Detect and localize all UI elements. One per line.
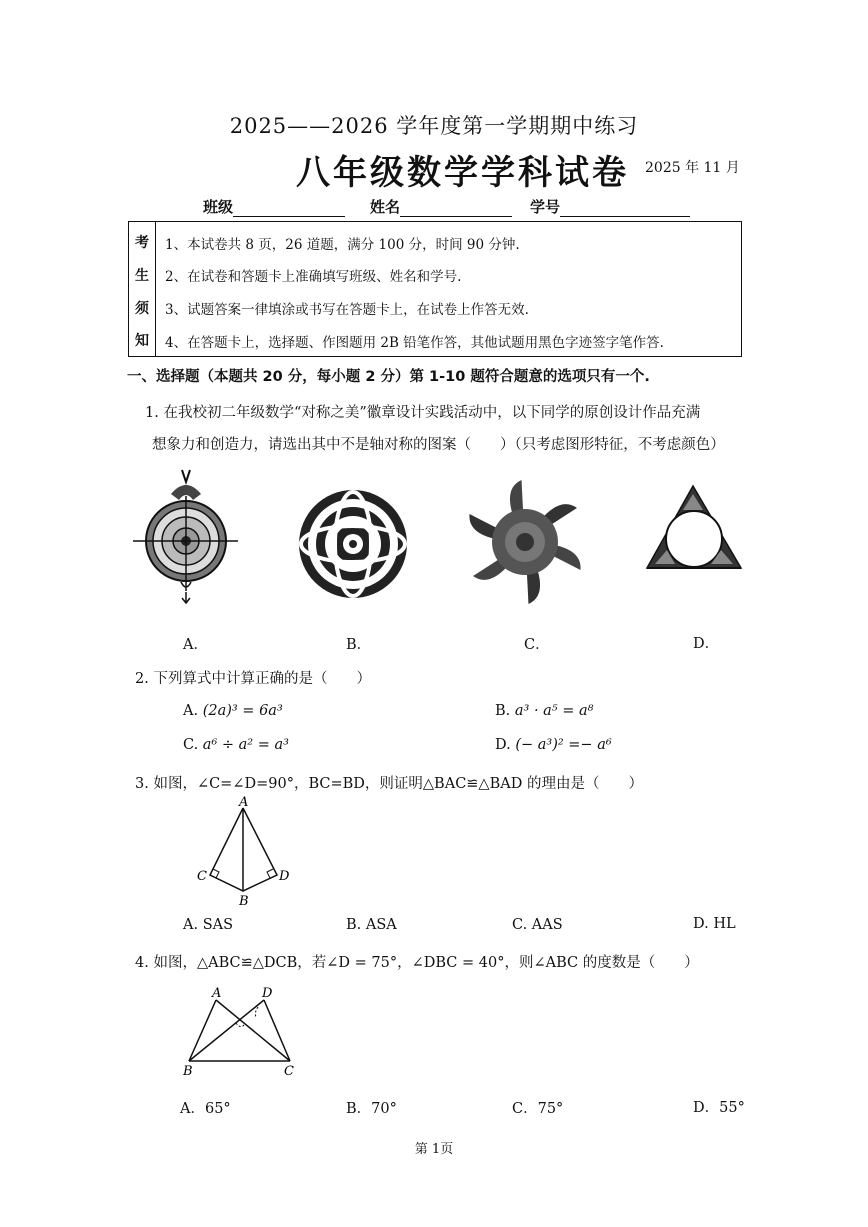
page-number: 第 1页 <box>414 1142 454 1157</box>
notice-label-char: 生 <box>135 268 149 284</box>
q3-option-b[interactable]: B. ASA <box>346 917 397 933</box>
student-id-label: 学号 <box>530 198 561 216</box>
badge-c-image <box>470 486 580 598</box>
q2-option-d-expr: (− a³)² =− a⁶ <box>515 737 612 753</box>
q4-option-d[interactable]: D．55° <box>693 1100 745 1116</box>
q4-label-c: C <box>284 1064 294 1079</box>
notice-item: 3、试题答案一律填涂或书写在答题卡上，在试卷上作答无效. <box>165 302 529 318</box>
q4-label-a: A <box>212 986 222 1001</box>
q2-option-d[interactable] <box>495 737 612 753</box>
student-id-field <box>530 196 690 217</box>
q2-option-a-expr: (2a)³ = 6a³ <box>202 703 283 719</box>
notice-item: 4、在答题卡上，选择题、作图题用 2B 铅笔作答，其他试题用黑色字迹签字笔作答. <box>165 335 664 351</box>
q3-label-a: A <box>239 795 249 810</box>
q3-stem: 3. 如图，∠C=∠D=90°，BC=BD，则证明△BAC≌△BAD 的理由是（ ） <box>135 776 643 792</box>
class-label: 班级 <box>203 198 234 216</box>
q4-triangle-diagram <box>178 983 303 1078</box>
q2-option-a[interactable] <box>183 703 283 719</box>
q2-option-c-label: C. <box>183 737 199 753</box>
q3-label-d: D <box>279 869 290 884</box>
q3-kite-diagram <box>193 795 293 910</box>
badge-d-image <box>645 484 745 574</box>
name-field <box>370 196 512 217</box>
name-label: 姓名 <box>370 198 401 216</box>
exam-title: 八年级数学学科试卷 <box>296 153 629 193</box>
q2-option-b-label: B. <box>495 703 511 719</box>
q3-label-b: B <box>239 894 249 909</box>
q4-label-b: B <box>183 1064 193 1079</box>
q1-option-a[interactable]: A． <box>183 637 208 653</box>
class-field <box>203 196 345 217</box>
q1-option-c[interactable]: C． <box>524 637 550 653</box>
q2-stem: 2. 下列算式中计算正确的是（ ） <box>135 671 371 687</box>
exam-notice-box <box>128 221 742 357</box>
class-blank[interactable] <box>233 200 345 217</box>
q2-option-a-label: A. <box>183 703 199 719</box>
q2-option-b-expr: a³ · a⁵ = a⁸ <box>514 703 594 719</box>
badge-a-image <box>133 466 243 606</box>
notice-label-char: 知 <box>135 333 149 349</box>
exam-date: 2025 年 11 月 <box>645 160 740 176</box>
q1-option-d[interactable]: D． <box>693 636 720 652</box>
notice-label-column <box>129 222 156 356</box>
exam-title-line1: 2025——2026 学年度第一学期期中练习 <box>229 114 639 138</box>
q4-option-c[interactable]: C．75° <box>512 1101 564 1117</box>
q3-label-c: C <box>197 869 207 884</box>
badge-b-image <box>298 489 408 599</box>
q2-option-c-expr: a⁶ ÷ a² = a³ <box>202 737 289 753</box>
notice-item: 1、本试卷共 8 页，26 道题，满分 100 分，时间 90 分钟. <box>165 237 520 253</box>
q1-option-b[interactable]: B． <box>346 637 372 653</box>
q2-option-d-label: D. <box>495 737 511 753</box>
name-blank[interactable] <box>400 200 512 217</box>
notice-label-char: 须 <box>135 301 149 317</box>
q1-stem-line1: 1. 在我校初二年级数学“对称之美”徽章设计实践活动中，以下同学的原创设计作品充满 <box>145 405 701 421</box>
notice-label-char: 考 <box>135 235 149 251</box>
section-heading: 一、选择题（本题共 20 分，每小题 2 分）第 1-10 题符合题意的选项只有一个. <box>127 369 650 385</box>
q2-option-c[interactable] <box>183 737 289 753</box>
q4-option-a[interactable]: A．65° <box>180 1101 231 1117</box>
notice-item: 2、在试卷和答题卡上准确填写班级、姓名和学号. <box>165 269 462 285</box>
q3-option-d[interactable]: D. HL <box>693 916 736 932</box>
q3-option-a[interactable]: A. SAS <box>183 917 234 933</box>
q4-stem: 4. 如图，△ABC≌△DCB，若∠D = 75°，∠DBC = 40°，则∠ABC 的度数是（ ） <box>135 955 699 971</box>
q2-option-b[interactable] <box>495 703 593 719</box>
q4-option-b[interactable]: B．70° <box>346 1101 397 1117</box>
q1-stem-line2: 想象力和创造力，请选出其中不是轴对称的图案（ ）（只考虑图形特征，不考虑颜色） <box>152 437 725 453</box>
q3-option-c[interactable]: C. AAS <box>512 917 563 933</box>
q4-label-d: D <box>262 986 273 1001</box>
student-id-blank[interactable] <box>560 200 690 217</box>
